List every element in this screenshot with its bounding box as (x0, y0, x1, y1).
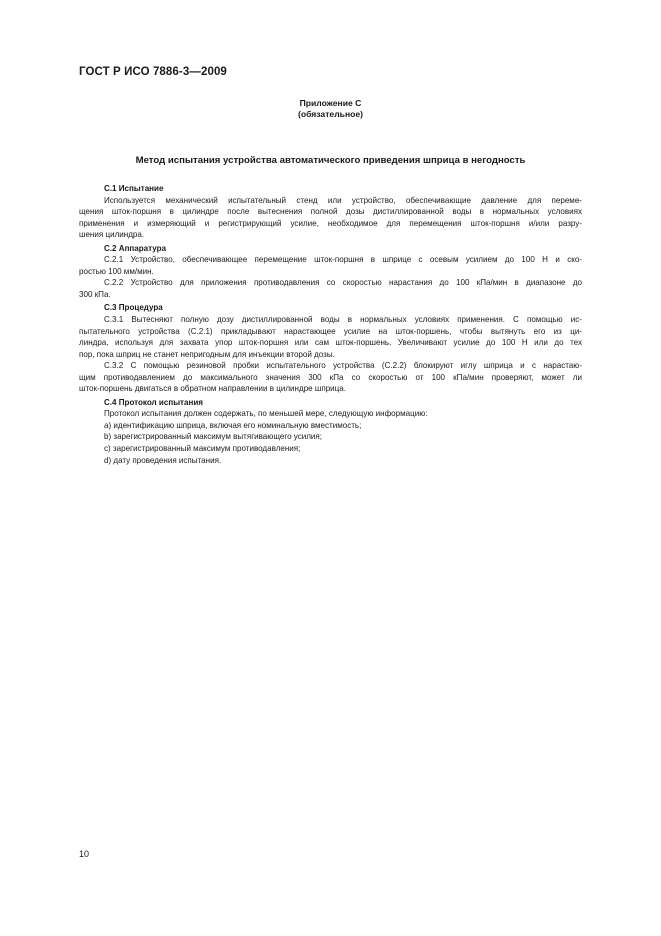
document-body (79, 183, 582, 466)
text-line: щения шток-поршня в цилиндре после вытеснения полной дозы дистиллированной воды в нормальных условиях (79, 207, 582, 217)
annex-status: (обязательное) (297, 109, 364, 119)
text-line: щим противодавлением до максимального значения 300 кПа со скоростью от 100 кПа/мин проверяют, может ли (79, 372, 582, 382)
text-line: С.3.1 Вытесняют полную дозу дистиллированной воды в нормальных условиях применения. С помощью ис- (104, 315, 582, 325)
section-c4-heading: С.4 Протокол испытания (104, 397, 203, 407)
text-line: пор, пока шприц не станет непригодным для инъекции второй дозы. (79, 349, 335, 359)
page-number: 10 (79, 849, 90, 859)
section-c2-heading: С.2 Аппаратура (104, 243, 167, 253)
section-c1-paragraph (79, 195, 582, 241)
document-code: ГОСТ Р ИСО 7886-3—2009 (79, 66, 227, 78)
section-c1-heading: С.1 Испытание (104, 184, 164, 193)
text-line: 300 кПа. (79, 289, 111, 299)
section-c3-paragraph-2 (79, 360, 582, 395)
section-c4-intro: Протокол испытания должен содержать, по меньшей мере, следующую информацию: (104, 409, 428, 419)
list-item: a) идентификацию шприца, включая его номинальную вместимость; (104, 420, 362, 430)
section-c3-paragraph-1 (79, 314, 582, 360)
annex-title: Метод испытания устройства автоматического приведения шприца в негодность (135, 155, 526, 166)
text-line: Используется механический испытательный стенд или устройство, обеспечивающие давление для переме- (104, 195, 582, 205)
section-c2-paragraph-2 (79, 277, 582, 300)
text-line: шения цилиндра. (79, 230, 145, 240)
section-c2-paragraph-1 (79, 254, 582, 277)
list-item: c) зарегистрированный максимум противодавления; (104, 444, 301, 454)
annex-label: Приложение С (299, 98, 362, 108)
list-item: b) зарегистрированный максимум вытягивающего усилия; (104, 432, 323, 442)
text-line: С.2.2 Устройство для приложения противодавления со скоростью нарастания до 100 кПа/мин в диапазоне до (104, 278, 582, 288)
text-line: пытательного устройства (С.2.1) прикладывают нарастающее усилие на шток-поршень, чтобы вытянуть его из ци- (79, 326, 582, 336)
annex-header (0, 98, 661, 120)
section-c3-heading: С.3 Процедура (104, 303, 163, 313)
text-line: ростью 100 мм/мин. (79, 266, 154, 276)
text-line: С.3.2 С помощью резиновой пробки испытательного устройства (С.2.2) блокируют иглу шприца и с нарастаю- (104, 361, 582, 371)
text-line: применения и измеряющий и регистрирующий усилие, необходимое для перемещения шток-поршня и/или разру- (79, 218, 582, 228)
text-line: шток-поршень двигаться в обратном направлении в цилиндре шприца. (79, 384, 346, 394)
text-line: С.2.1 Устройство, обеспечивающее перемещение шток-поршня в шприце с осевым усилием до 100 Н и ско- (104, 255, 582, 265)
list-item: d) дату проведения испытания. (104, 455, 222, 465)
text-line: линдра, используя для захвата упор шток-поршня или сам шток-поршень. Увеличивают усилие до 100 Н или до тех (79, 338, 582, 348)
